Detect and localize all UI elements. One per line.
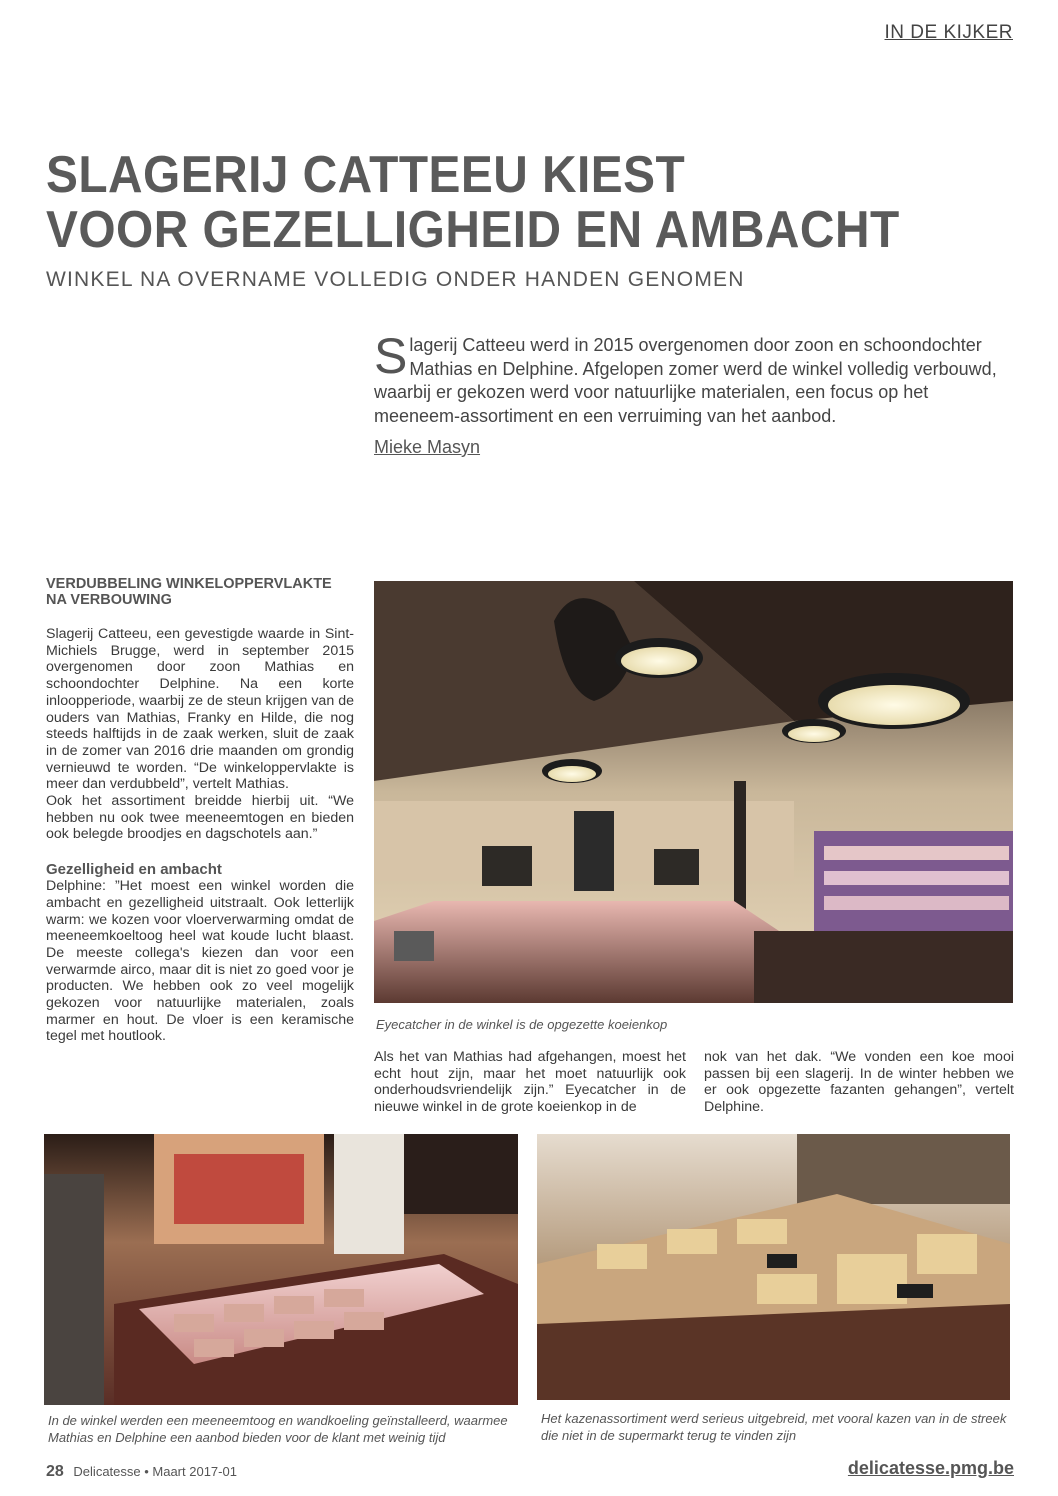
- title-line-2: VOOR GEZELLIGHEID EN AMBACHT: [46, 201, 900, 259]
- section-heading-1: VERDUBBELING WINKELOPPERVLAKTE NA VERBOUWING: [46, 576, 332, 608]
- section-heading-2: Gezelligheid en ambacht: [46, 861, 222, 879]
- body-column-left: [46, 576, 354, 1045]
- body-paragraph-3: Delphine: ”Het moest een winkel worden die ambacht en gezelligheid uitstraalt. Ook letterlijk warm: we kozen voor vloerverwarming omdat de meeneemkoeltoog heel wat koude lucht blaast. De meeste collega's kiezen dan voor een verwarmde airco, maar dit is niet zo goed voor je producten. We hebben ook zo veel mogelijk gekozen voor natuurlijke materialen, zoals marmer en hout. De vloer is een keramische tegel met houtlook.: [46, 878, 354, 1045]
- body-paragraph-1: Slagerij Catteeu, een gevestigde waarde in Sint-Michiels Brugge, werd in september 2015 overgenomen door zoon Mathias en schoondochter Delphine. Na een korte inloopperiode, waarbij ze de steun krijgen van de ouders van Mathias, Franky en Hilde, die nog steeds halftijds in de zaak werken, sluit de zaak in de zomer van 2016 drie maanden om grondig vernieuwd te worden. “De winkeloppervlakte is meer dan verdubbeld”, vertelt Mathias.: [46, 626, 354, 793]
- caption-main-photo: Eyecatcher in de winkel is de opgezette koeienkop: [376, 1017, 668, 1032]
- article-subtitle: WINKEL NA OVERNAME VOLLEDIG ONDER HANDEN GENOMEN: [46, 268, 745, 291]
- article-intro: [374, 328, 1014, 428]
- caption-left-photo: In de winkel werden een meeneemtoog en wandkoeling geïnstalleerd, waarmee Mathias en Delphine een aanbod bieden voor de klant met weinig tijd: [48, 1413, 508, 1445]
- intro-dropcap: S: [374, 328, 408, 384]
- footer-left: [46, 1463, 237, 1481]
- body-paragraph-4: Als het van Mathias had afgehangen, moest het echt hout zijn, maar het moet natuurlijk ook onderhoudsvriendelijk zijn.” Eyecatcher in de nieuwe winkel in de grote koeienkop in de: [374, 1049, 686, 1116]
- publication-info: Delicatesse • Maart 2017-01: [73, 1464, 237, 1479]
- section-tag: IN DE KIJKER: [884, 22, 1013, 43]
- photo-meat-counter: [44, 1134, 518, 1405]
- caption-right-photo: Het kazenassortiment werd serieus uitgebreid, met vooral kazen van in de streek die niet in de supermarkt terug te vinden zijn: [541, 1411, 1007, 1443]
- photo-shop-interior: [374, 581, 1013, 1003]
- website-link[interactable]: delicatesse.pmg.be: [847, 1458, 1014, 1478]
- title-line-1: SLAGERIJ CATTEEU KIEST: [46, 146, 686, 204]
- body-column-right: [704, 1049, 1014, 1116]
- photo-cheese-counter: [537, 1134, 1010, 1400]
- author-link[interactable]: Mieke Masyn: [374, 437, 481, 457]
- body-column-middle: [374, 1049, 686, 1116]
- body-paragraph-5: nok van het dak. “We vonden een koe mooi passen bij een slagerij. In de winter hebben we er ook opgezette fazanten gehangen”, vertelt Delphine.: [704, 1049, 1014, 1116]
- body-paragraph-2: Ook het assortiment breidde hierbij uit. “We hebben nu ook twee meeneemtogen en bieden ook belegde broodjes en dagschotels aan.”: [46, 793, 354, 843]
- article-title: [46, 148, 929, 258]
- page-number: 28: [46, 1463, 64, 1480]
- intro-text: lagerij Catteeu werd in 2015 overgenomen door zoon en schoondochter Mathias en Delphine. Afgelopen zomer werd de winkel volledig verbouwd, waarbij er gekozen werd voor natuurlijke materialen, een focus op het meeneem-assortiment en een verruiming van het aanbod.: [374, 335, 997, 426]
